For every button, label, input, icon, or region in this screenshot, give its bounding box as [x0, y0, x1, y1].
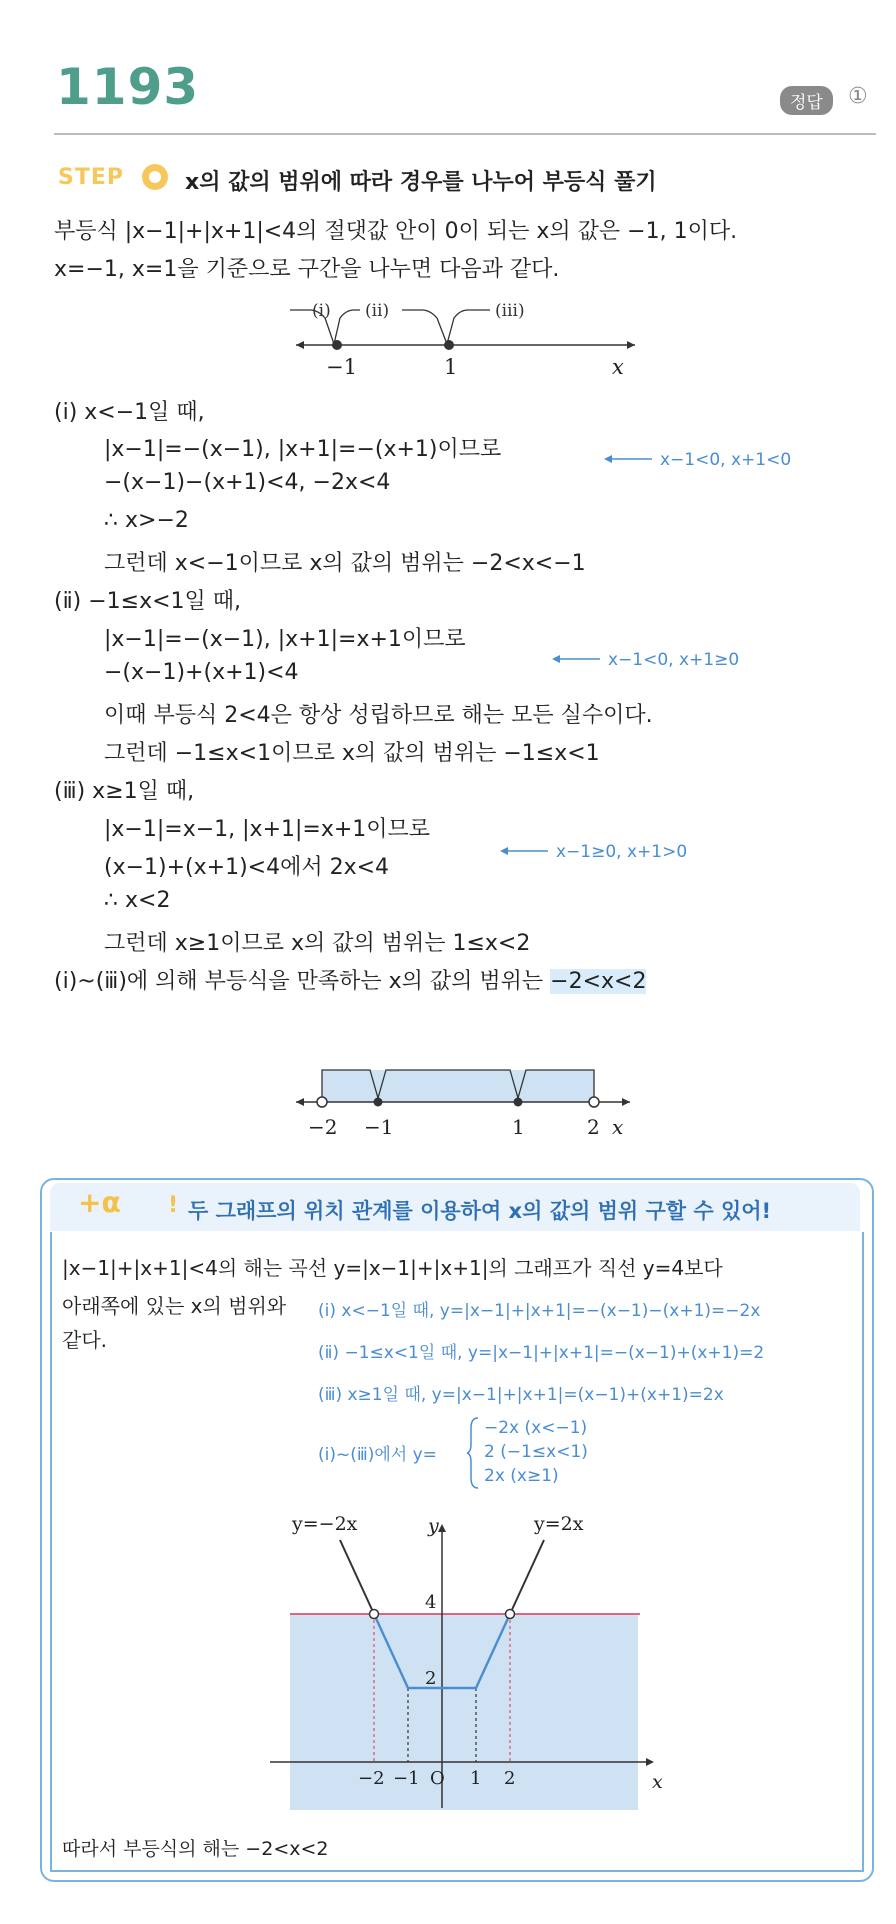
piecewise-line-3: 2x (x≥1): [484, 1466, 559, 1486]
arrow-icon: [500, 846, 550, 856]
right-branch-label: y=2x: [534, 1513, 584, 1535]
tip-case-3: (ⅲ) x≥1일 때, y=|x−1|+|x+1|=(x−1)+(x+1)=2x: [318, 1385, 724, 1405]
case1-note: x−1<0, x+1<0: [660, 450, 792, 470]
case-label-ii: (ⅱ): [365, 301, 390, 321]
brace-icon: [466, 1416, 480, 1490]
arrow-icon: [604, 454, 654, 464]
tip-case-2: (ⅱ) −1≤x<1일 때, y=|x−1|+|x+1|=−(x−1)+(x+1)=2: [318, 1343, 765, 1363]
header-divider: [54, 133, 876, 135]
answer-value: ①: [848, 84, 868, 109]
conclusion-text: (ⅰ)~(ⅲ)에 의해 부등식을 만족하는 x의 값의 범위는: [54, 969, 551, 994]
x-tick-minus-1: −1: [393, 1768, 420, 1789]
arrow-icon: [552, 654, 602, 664]
y-axis-label: y: [428, 1515, 439, 1537]
case3-line-2: (x−1)+(x+1)<4에서 2x<4: [104, 855, 390, 880]
tick-minus-2: −2: [308, 1115, 338, 1139]
case3-line-4: 그런데 x≥1이므로 x의 값의 범위는 1≤x<2: [104, 931, 531, 956]
case3-note: x−1≥0, x+1>0: [556, 842, 688, 862]
case2-head: (ⅱ) −1≤x<1일 때,: [54, 589, 242, 614]
axis-x-label: x: [612, 355, 624, 379]
case1-line-1: |x−1|=−(x−1), |x+1|=−(x+1)이므로: [104, 437, 502, 462]
graph: [270, 1508, 670, 1818]
case1-line-3: ∴ x>−2: [104, 508, 189, 533]
case1-line-2: −(x−1)−(x+1)<4, −2x<4: [104, 470, 391, 495]
tick-1: 1: [512, 1115, 525, 1139]
case3-line-1: |x−1|=x−1, |x+1|=x+1이므로: [104, 817, 431, 842]
case-label-iii: (ⅲ): [495, 301, 525, 321]
x-tick-2: 2: [504, 1768, 516, 1789]
x-axis-label: x: [652, 1771, 663, 1793]
case1-line-4: 그런데 x<−1이므로 x의 값의 범위는 −2<x<−1: [104, 551, 586, 576]
tick-minus-1: −1: [326, 355, 357, 379]
answer-badge: 정답: [780, 86, 833, 115]
intro-line-2: x=−1, x=1을 기준으로 구간을 나누면 다음과 같다.: [54, 257, 560, 282]
tip-case-1: (ⅰ) x<−1일 때, y=|x−1|+|x+1|=−(x−1)−(x+1)=−2x: [318, 1301, 761, 1321]
tick-2: 2: [587, 1115, 600, 1139]
x-tick-1: 1: [470, 1768, 482, 1789]
piecewise-prefix: (ⅰ)~(ⅲ)에서 y=: [318, 1445, 437, 1465]
x-tick-minus-2: −2: [358, 1768, 385, 1789]
case3-line-3: ∴ x<2: [104, 888, 171, 913]
problem-number: 1193: [56, 58, 200, 116]
origin-label: O: [430, 1768, 445, 1789]
solution-number-line: [290, 1058, 640, 1150]
case-label-i: (ⅰ): [312, 301, 331, 321]
tip-alpha-icon: +α: [78, 1186, 121, 1219]
case3-head: (ⅲ) x≥1일 때,: [54, 779, 195, 804]
piecewise-line-1: −2x (x<−1): [484, 1418, 588, 1438]
tip-body-line-1: |x−1|+|x+1|<4의 해는 곡선 y=|x−1|+|x+1|의 그래프가 직선 y=4보다: [62, 1256, 723, 1280]
case1-head: (ⅰ) x<−1일 때,: [54, 400, 205, 425]
tick-minus-1: −1: [364, 1115, 394, 1139]
conclusion-answer: −2<x<2: [550, 969, 647, 994]
case2-note: x−1<0, x+1≥0: [608, 650, 740, 670]
step-title: x의 값의 범위에 따라 경우를 나누어 부등식 풀기: [185, 170, 657, 195]
step-gear-icon: [138, 160, 172, 194]
y-tick-2: 2: [425, 1668, 437, 1689]
y-tick-4: 4: [425, 1592, 437, 1613]
conclusion-line: [54, 964, 646, 995]
exclamation-icon: !: [168, 1193, 179, 1218]
tick-1: 1: [444, 355, 458, 379]
case2-line-3: 이때 부등식 2<4은 항상 성립하므로 해는 모든 실수이다.: [104, 703, 653, 728]
step-label: STEP: [58, 165, 125, 190]
tip-final-line: 따라서 부등식의 해는 −2<x<2: [62, 1838, 329, 1860]
case2-line-2: −(x−1)+(x+1)<4: [104, 660, 299, 685]
tip-body-line-2: 아래쪽에 있는 x의 범위와: [62, 1294, 287, 1318]
intro-line-1: 부등식 |x−1|+|x+1|<4의 절댓값 안이 0이 되는 x의 값은 −1, 1이다.: [54, 219, 738, 244]
piecewise-line-2: 2 (−1≤x<1): [484, 1442, 588, 1462]
axis-x-label: x: [612, 1115, 624, 1139]
tip-title: 두 그래프의 위치 관계를 이용하여 x의 값의 범위 구할 수 있어!: [188, 1199, 772, 1223]
case2-line-4: 그런데 −1≤x<1이므로 x의 값의 범위는 −1≤x<1: [104, 741, 600, 766]
left-branch-label: y=−2x: [292, 1513, 358, 1535]
case2-line-1: |x−1|=−(x−1), |x+1|=x+1이므로: [104, 627, 466, 652]
interval-number-line: [290, 288, 640, 380]
solution-region: [290, 1614, 638, 1810]
tip-body-line-3: 같다.: [62, 1328, 107, 1352]
